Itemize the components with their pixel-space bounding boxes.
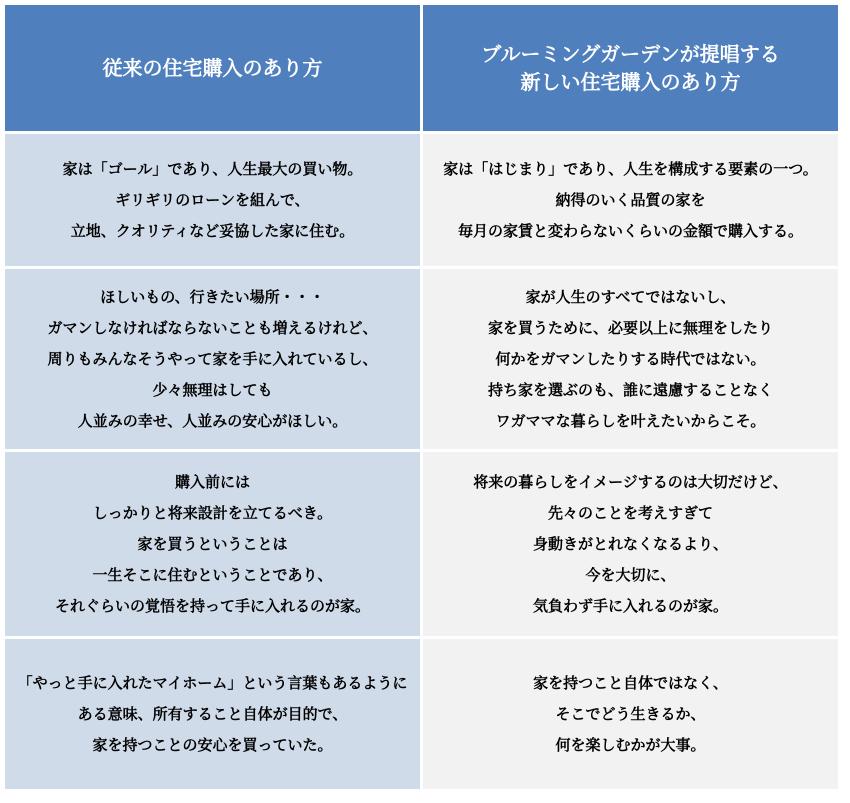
row3-left-line: それぐらいの覚悟を持って手に入れるのが家。: [54, 596, 370, 615]
row4-right-line: そこでどう生きるか、: [555, 704, 706, 723]
row2-right-line: 家を買うために、必要以上に無理をしたり: [487, 318, 773, 337]
header-right-line: 新しい住宅購入のあり方: [520, 70, 741, 94]
row1-left-line: 家は「ゴール」であり、人生最大の買い物。: [62, 159, 363, 178]
row1-left-line: 立地、クオリティなど妥協した家に住む。: [70, 221, 355, 240]
row2-left-line: 人並みの幸せ、人並みの安心がほしい。: [77, 411, 348, 430]
header-left-line: 従来の住宅購入のあり方: [102, 56, 323, 80]
row1-left-lines: [63, 154, 363, 247]
row3-right-line: 将来の暮らしをイメージするのは大切だけど、: [473, 472, 788, 491]
header-left-lines: [103, 54, 323, 82]
row3-left-line: しっかりと将来設計を立てるべき。: [92, 503, 333, 522]
row4-left-line: 「やっと手に入れたマイホーム」という言葉もあるように: [17, 673, 408, 692]
row3-left-lines: [55, 467, 370, 622]
row3-left-cell: [5, 452, 420, 636]
row1-right-line: 毎月の家賃と変わらないくらいの金額で購入する。: [457, 221, 803, 240]
row4-left-line: ある意味、所有すること自体が目的で、: [77, 704, 348, 723]
row3-left-line: 家を買うということは: [137, 534, 288, 553]
row2-left-line: ほしいもの、行きたい場所・・・: [100, 287, 325, 306]
row4-left-lines: [18, 668, 408, 761]
row1-right-lines: [443, 154, 817, 247]
row3-right-line: 先々のことを考えすぎて: [547, 503, 713, 522]
row2-left-line: 周りもみんなそうやって家を手に入れているし、: [47, 349, 378, 368]
row3-right-line: 今を大切に、: [585, 565, 676, 584]
row3-right-cell: [423, 452, 838, 636]
row1-left-line: ギリギリのローンを組んで、: [115, 190, 310, 209]
row2-right-line: 持ち家を選ぶのも、誰に遠慮することなく: [487, 380, 773, 399]
row4-right-line: 何を楽しむかが大事。: [555, 735, 706, 754]
row2-right-lines: [488, 282, 773, 437]
row2-right-cell: [423, 269, 838, 449]
row4-left-cell: [5, 639, 420, 789]
row4-left-line: 家を持つことの安心を買っていた。: [92, 735, 333, 754]
row2-left-line: 少々無理はしても: [152, 380, 273, 399]
row3-right-line: 気負わず手に入れるのが家。: [532, 596, 728, 615]
row3-left-line: 一生そこに住むということであり、: [92, 565, 333, 584]
row3-right-line: 身動きがとれなくなるより、: [532, 534, 728, 553]
row2-left-line: ガマンしなければならないことも増えるけれど、: [47, 318, 378, 337]
row1-right-cell: [423, 134, 838, 266]
row1-right-line: 家は「はじまり」であり、人生を構成する要素の一つ。: [443, 159, 818, 178]
row1-right-line: 納得のいく品質の家を: [555, 190, 706, 209]
row2-left-cell: [5, 269, 420, 449]
row4-right-line: 家を持つこと自体ではなく、: [533, 673, 728, 692]
header-left-cell: [5, 5, 420, 131]
row2-right-line: ワガママな暮らしを叶えたいからこそ。: [495, 411, 766, 430]
row3-right-lines: [473, 467, 788, 622]
header-right-lines: [481, 40, 779, 96]
row4-right-lines: [533, 668, 728, 761]
row2-left-lines: [47, 282, 377, 437]
comparison-table: [5, 5, 838, 795]
header-right-cell: [423, 5, 838, 131]
row1-left-cell: [5, 134, 420, 266]
row4-right-cell: [423, 639, 838, 789]
header-right-line: ブルーミングガーデンが提唱する: [481, 42, 780, 66]
row2-right-line: 家が人生のすべてではないし、: [525, 287, 736, 306]
row3-left-line: 購入前には: [174, 472, 250, 491]
row2-right-line: 何かをガマンしたりする時代ではない。: [495, 349, 766, 368]
